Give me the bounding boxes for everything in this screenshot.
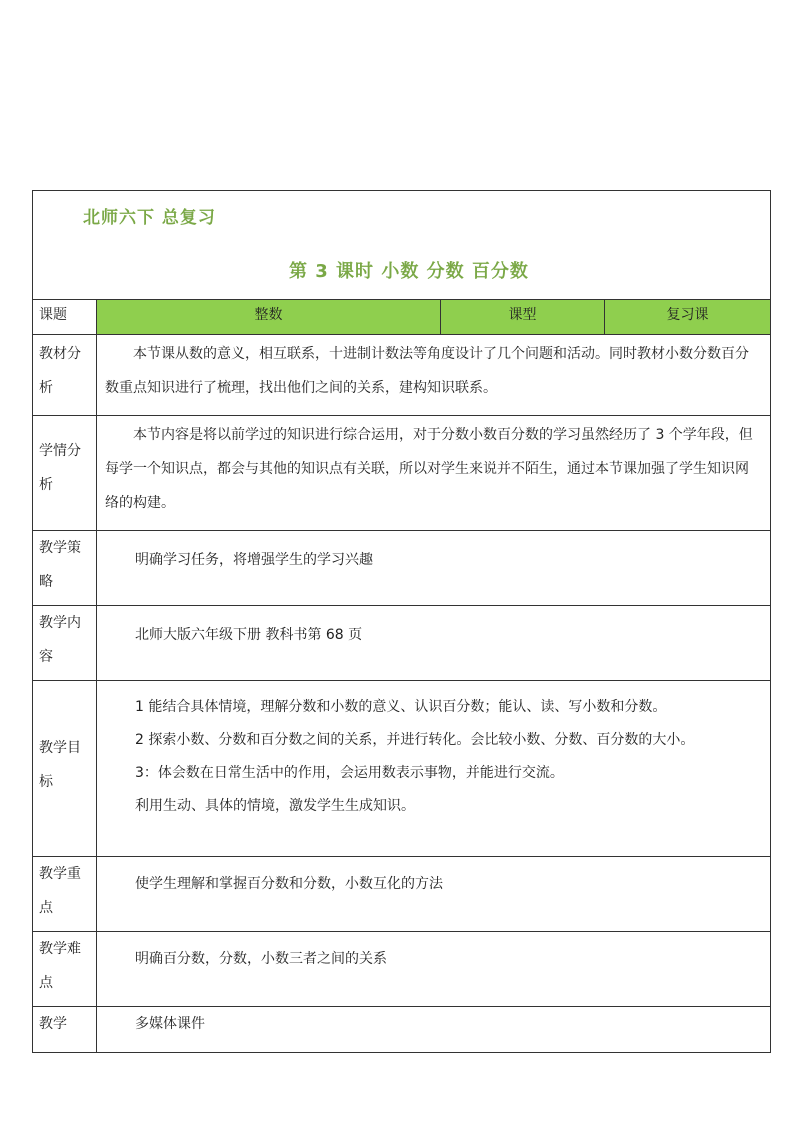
keypoints-row xyxy=(33,857,771,932)
media-label: 教学 xyxy=(33,1007,97,1053)
type-value: 复习课 xyxy=(605,300,771,335)
lesson-plan-sheet xyxy=(32,190,770,1053)
content-text: 北师大版六年级下册 教科书第 68 页 xyxy=(97,606,771,681)
content-row xyxy=(33,606,771,681)
students-text: 本节内容是将以前学过的知识进行综合运用，对于分数小数百分数的学习虽然经历了 3 个学年段，但每学一个知识点，都会与其他的知识点有关联，所以对学生来说并不陌生，通过本节课加强了学生知识网络的构建。 xyxy=(97,416,771,531)
keypoints-label: 教学重点 xyxy=(33,857,97,932)
goal-item: 2 探索小数、分数和百分数之间的关系，并进行转化。会比较小数、分数、百分数的大小。 xyxy=(135,732,695,748)
material-label: 教材分析 xyxy=(33,335,97,416)
goal-item: 1 能结合具体情境，理解分数和小数的意义、认识百分数；能认、读、写小数和分数。 xyxy=(135,699,667,715)
keypoints-text: 使学生理解和掌握百分数和分数，小数互化的方法 xyxy=(97,857,771,932)
header-cell xyxy=(33,191,771,300)
material-row xyxy=(33,335,771,416)
students-row xyxy=(33,416,771,531)
difficulties-row xyxy=(33,932,771,1007)
goals-row xyxy=(33,681,771,857)
series-title: 北师六下 总复习 xyxy=(83,208,216,228)
students-label: 学情分析 xyxy=(33,416,97,531)
lesson-plan-table xyxy=(32,190,771,1053)
topic-label: 课题 xyxy=(33,300,97,335)
goals-label: 教学目标 xyxy=(33,681,97,857)
type-label: 课型 xyxy=(441,300,605,335)
goal-item: 3：体会数在日常生活中的作用，会运用数表示事物，并能进行交流。 xyxy=(135,765,564,781)
difficulties-text: 明确百分数，分数，小数三者之间的关系 xyxy=(97,932,771,1007)
topic-row xyxy=(33,300,771,335)
lesson-title: 第 3 课时 小数 分数 百分数 xyxy=(289,261,529,282)
topic-value: 整数 xyxy=(97,300,441,335)
strategy-label: 教学策略 xyxy=(33,531,97,606)
media-text: 多媒体课件 xyxy=(97,1007,771,1053)
strategy-text: 明确学习任务，将增强学生的学习兴趣 xyxy=(97,531,771,606)
difficulties-label: 教学难点 xyxy=(33,932,97,1007)
content-label: 教学内容 xyxy=(33,606,97,681)
media-row xyxy=(33,1007,771,1053)
goals-list xyxy=(97,681,771,857)
strategy-row xyxy=(33,531,771,606)
header-row xyxy=(33,191,771,300)
goal-item: 利用生动、具体的情境，激发学生生成知识。 xyxy=(135,798,415,814)
material-text: 本节课从数的意义，相互联系，十进制计数法等角度设计了几个问题和活动。同时教材小数分数百分数重点知识进行了梳理，找出他们之间的关系，建构知识联系。 xyxy=(97,335,771,416)
